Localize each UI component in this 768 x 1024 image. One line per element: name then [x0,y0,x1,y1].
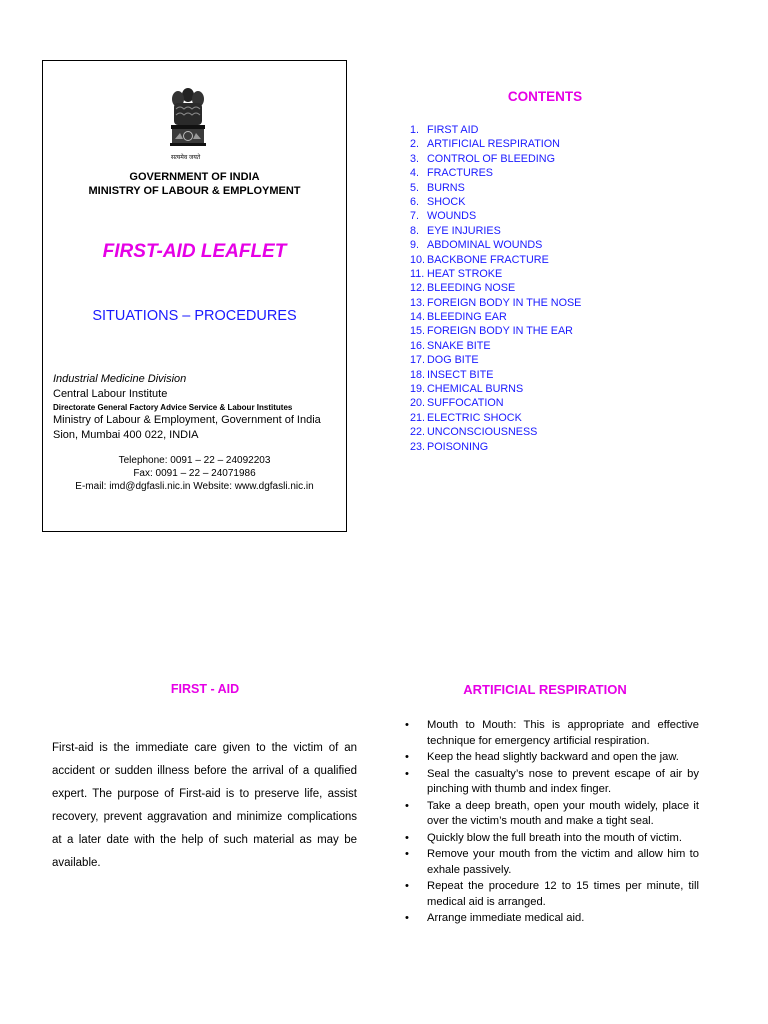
contents-item [410,238,581,252]
contents-item-number: 6. [410,195,420,208]
list-item-text: Quickly blow the full breath into the mouth of victim. [427,831,682,844]
contents-item [410,281,581,295]
contents-item-label: ABDOMINAL WOUNDS [427,239,543,252]
contents-item-number: 8. [410,224,420,237]
contents-item-number: 16. [410,339,426,352]
contents-item-label: SUFFOCATION [427,397,504,410]
list-item-text: Mouth to Mouth: This is appropriate and effective technique for emergency artificial respiration. [427,719,699,747]
contents-item [410,267,581,281]
contents-item [410,353,581,367]
bullet-icon: • [405,751,409,763]
contents-item-number: 10. [410,253,426,266]
list-item-text: Take a deep breath, open your mouth widely, place it over the victim’s mouth and make a tight seal. [427,799,699,827]
contents-item-label: FOREIGN BODY IN THE NOSE [427,296,582,309]
contents-item-label: ELECTRIC SHOCK [427,411,522,424]
contents-item-number: 1. [410,124,420,136]
contents-item-number: 15. [410,325,426,338]
first-aid-paragraph: First-aid is the immediate care given to the victim of an accident or sudden illness before the arrival of a qualified expert. The purpose of First-aid is to preserve life, assist recovery, prevent aggravation and minimize complications at a later date with the help of such material as may be available. [52,742,357,869]
bullet-icon: • [405,799,409,812]
contents-item-label: BLEEDING EAR [427,311,507,324]
ministry-heading: MINISTRY OF LABOUR & EMPLOYMENT [88,185,301,197]
contents-item-label: CHEMICAL BURNS [427,383,524,396]
list-item-text: Seal the casualty’s nose to prevent escape of air by pinching with thumb and index finger. [427,767,699,795]
contents-item [410,339,581,353]
list-item [400,831,699,847]
contents-item [410,253,581,267]
contents-item-label: UNCONSCIOUSNESS [427,426,538,439]
contents-item-number: 5. [410,181,420,194]
contents-item [410,310,581,324]
list-item-text: Remove your mouth from the victim and allow him to exhale passively. [427,848,699,876]
contents-item [410,324,581,338]
bullet-icon: • [405,767,409,780]
leaflet-subtitle: SITUATIONS – PROCEDURES [92,308,297,324]
contents-item-label: DOG BITE [427,354,479,367]
list-item [400,847,699,878]
contents-item-number: 14. [410,311,426,324]
contents-item-label: BACKBONE FRACTURE [427,253,549,266]
contents-item-label: INSECT BITE [427,368,494,381]
cover-panel [42,60,347,532]
contents-item-number: 7. [410,210,420,223]
contents-item-label: FRACTURES [427,167,493,180]
contents-item-label: SHOCK [427,195,466,208]
list-item-text: Arrange immediate medical aid. [427,912,585,924]
artificial-respiration-heading: ARTIFICIAL RESPIRATION [463,682,627,697]
division-name: Industrial Medicine Division [53,373,187,385]
bullet-icon: • [405,831,409,844]
contents-item-label: FOREIGN BODY IN THE EAR [427,325,573,338]
contents-item [410,425,581,439]
contents-item [410,296,581,310]
contents-item-label: WOUNDS [427,210,477,223]
contents-item [410,224,581,238]
contents-item-label: FIRST AID [427,124,479,136]
contents-item-number: 23. [410,440,426,453]
bullet-icon: • [405,880,409,892]
contents-item-number: 20. [410,397,426,410]
contents-item-label: ARTIFICIAL RESPIRATION [427,138,560,151]
contents-item [410,368,581,382]
contents-item-label: EYE INJURIES [427,224,501,237]
list-item [400,767,699,798]
list-item [400,750,699,766]
bullet-icon: • [405,912,409,924]
bullet-icon: • [405,848,409,860]
contents-item-number: 19. [410,383,426,396]
ministry-line: Ministry of Labour & Employment, Government of India [53,414,321,426]
contents-item [410,396,581,410]
emblem-motto: सत्यमेव जयते [171,155,201,161]
telephone-line: Telephone: 0091 – 22 – 24092203 [118,455,271,466]
institute-name: Central Labour Institute [53,388,168,400]
contents-item [410,440,581,454]
contents-item-label: CONTROL OF BLEEDING [427,152,555,165]
contents-item [410,411,581,425]
bullet-icon: • [405,719,409,731]
contents-item [410,195,581,209]
contents-item [410,382,581,396]
leaflet-title: FIRST-AID LEAFLET [102,241,287,262]
list-item [400,879,699,910]
contents-item [410,137,581,151]
contents-item [410,152,581,166]
contents-item-label: HEAT STROKE [427,267,503,280]
email-website-line: E-mail: imd@dgfasli.nic.in Website: www.dgfasli.nic.in [75,481,314,492]
first-aid-heading: FIRST - AID [170,682,240,696]
contents-item-number: 4. [410,167,420,180]
contents-item-label: BURNS [427,181,465,194]
contents-item-number: 2. [410,138,420,151]
government-heading: GOVERNMENT OF INDIA [129,171,260,183]
contents-item [410,209,581,223]
contents-item [410,166,581,180]
contents-item [410,181,581,195]
contents-item-number: 13. [410,296,426,309]
contents-item-label: POISONING [427,440,489,453]
postal-address: Sion, Mumbai 400 022, INDIA [53,429,199,441]
artificial-respiration-list [400,718,699,928]
fax-line: Fax: 0091 – 22 – 24071986 [133,468,256,479]
contents-item-number: 18. [410,368,426,381]
list-item [400,799,699,830]
list-item [400,718,699,749]
list-item-text: Keep the head slightly backward and open the jaw. [427,751,679,763]
contents-item [410,123,581,137]
contents-item-number: 17. [410,354,426,367]
list-item [400,911,699,927]
contents-item-number: 22. [410,426,426,439]
contents-item-number: 21. [410,411,426,424]
contents-item-label: BLEEDING NOSE [427,282,516,295]
contents-item-number: 9. [410,239,420,252]
contents-item-number: 3. [410,152,420,165]
contents-list [410,123,581,454]
contents-heading: CONTENTS [507,89,583,104]
contents-item-label: SNAKE BITE [427,339,491,352]
list-item-text: Repeat the procedure 12 to 15 times per minute, till medical aid is arranged. [427,880,699,908]
directorate-name: Directorate General Factory Advice Service & Labour Institutes [53,403,293,412]
contents-item-number: 11. [410,267,425,280]
contents-item-number: 12. [410,282,426,295]
